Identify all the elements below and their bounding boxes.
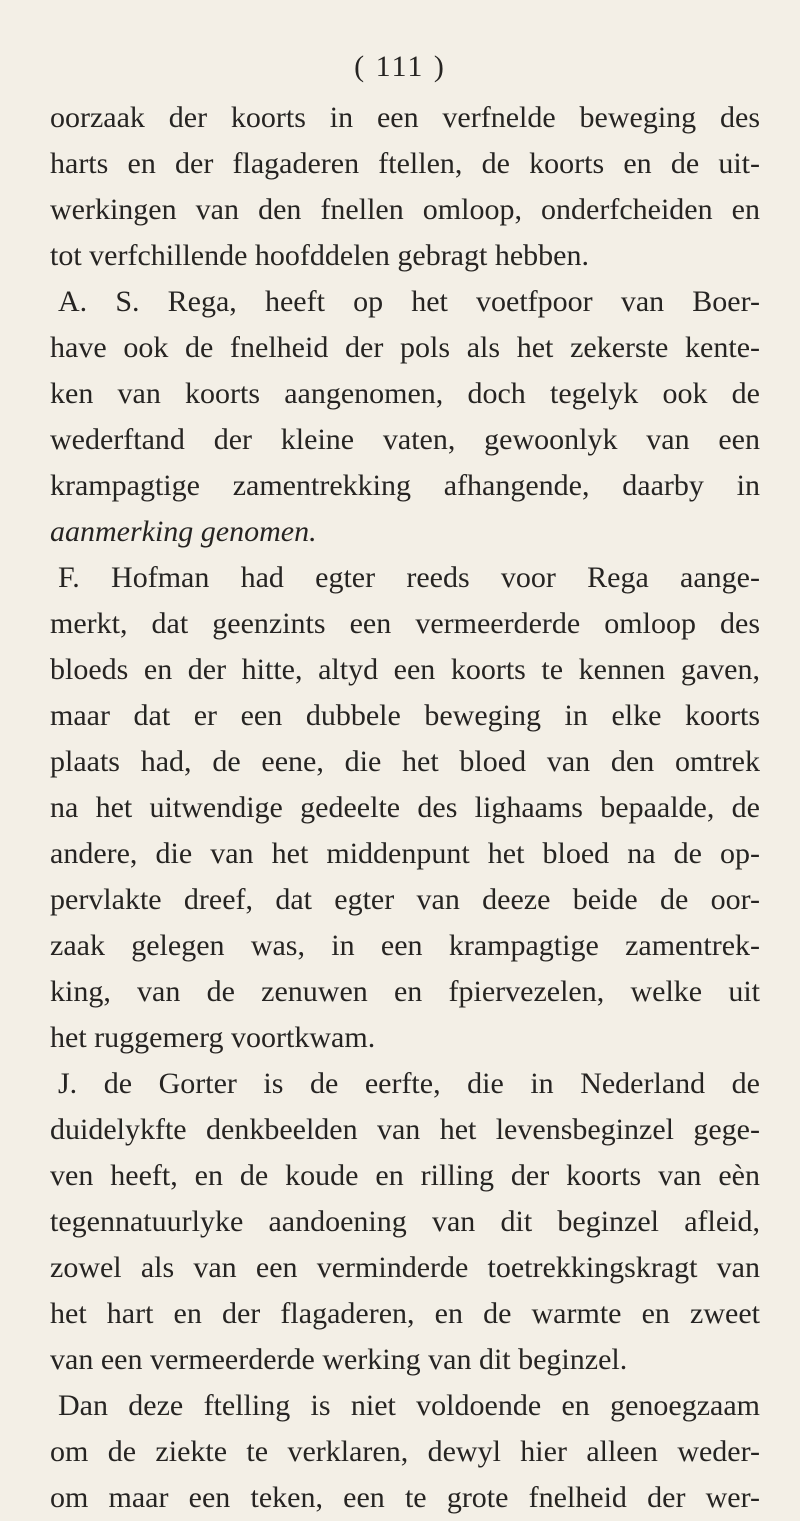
text-line: merkt, dat geenzints een vermeerderde omloop des [50, 607, 760, 640]
text-line: plaats had, de eene, die het bloed van den omtrek [50, 745, 760, 778]
text-line: om de ziekte te verklaren, dewyl hier alleen weder- [50, 1435, 760, 1468]
text-line: het hart en der flagaderen, en de warmte en zweet [50, 1297, 760, 1330]
text-line: ven heeft, en de koude en rilling der koorts van eèn [50, 1159, 760, 1192]
text-line: zaak gelegen was, in een krampagtige zamentrek- [50, 929, 760, 962]
text-line: duidelykfte denkbeelden van het levensbeginzel gege- [50, 1113, 760, 1146]
text-line: harts en der flagaderen ftellen, de koorts en de uit- [50, 147, 760, 180]
text-line: F. Hofman had egter reeds voor Rega aange- [58, 561, 760, 594]
text-line: aanmerking genomen. [50, 515, 317, 548]
text-line: king, van de zenuwen en fpiervezelen, welke uit [50, 975, 760, 1008]
text-line: na het uitwendige gedeelte des lighaams bepaalde, de [50, 791, 760, 824]
text-line: J. de Gorter is de eerfte, die in Nederland de [58, 1067, 760, 1100]
text-line: tegennatuurlyke aandoening van dit beginzel afleid, [50, 1205, 760, 1238]
text-line: ken van koorts aangenomen, doch tegelyk ook de [50, 377, 760, 410]
text-line: van een vermeerderde werking van dit beginzel. [50, 1343, 628, 1376]
text-line: wederftand der kleine vaten, gewoonlyk van een [50, 423, 760, 456]
text-line: tot verfchillende hoofddelen gebragt hebben. [50, 239, 589, 272]
text-line: zowel als van een verminderde toetrekkingskragt van [50, 1251, 760, 1284]
text-line: pervlakte dreef, dat egter van deeze beide de oor- [50, 883, 760, 916]
text-line: A. S. Rega, heeft op het voetfpoor van Boer- [58, 285, 760, 318]
text-line: oorzaak der koorts in een verfnelde beweging des [50, 101, 760, 134]
text-line: have ook de fnelheid der pols als het zekerste kente- [50, 331, 760, 364]
text-line: om maar een teken, een te grote fnelheid der wer- [50, 1481, 760, 1514]
text-line: bloeds en der hitte, altyd een koorts te kennen gaven, [50, 653, 760, 686]
text-line: Dan deze ftelling is niet voldoende en genoegzaam [58, 1389, 760, 1422]
body-text [50, 95, 760, 1521]
page-number: ( 111 ) [354, 50, 446, 83]
text-line: krampagtige zamentrekking afhangende, daarby in [50, 469, 760, 502]
text-line: het ruggemerg voortkwam. [50, 1021, 376, 1054]
text-line: andere, die van het middenpunt het bloed na de op- [50, 837, 760, 870]
text-line: werkingen van den fnellen omloop, onderfcheiden en [50, 193, 760, 226]
text-line: maar dat er een dubbele beweging in elke koorts [50, 699, 760, 732]
